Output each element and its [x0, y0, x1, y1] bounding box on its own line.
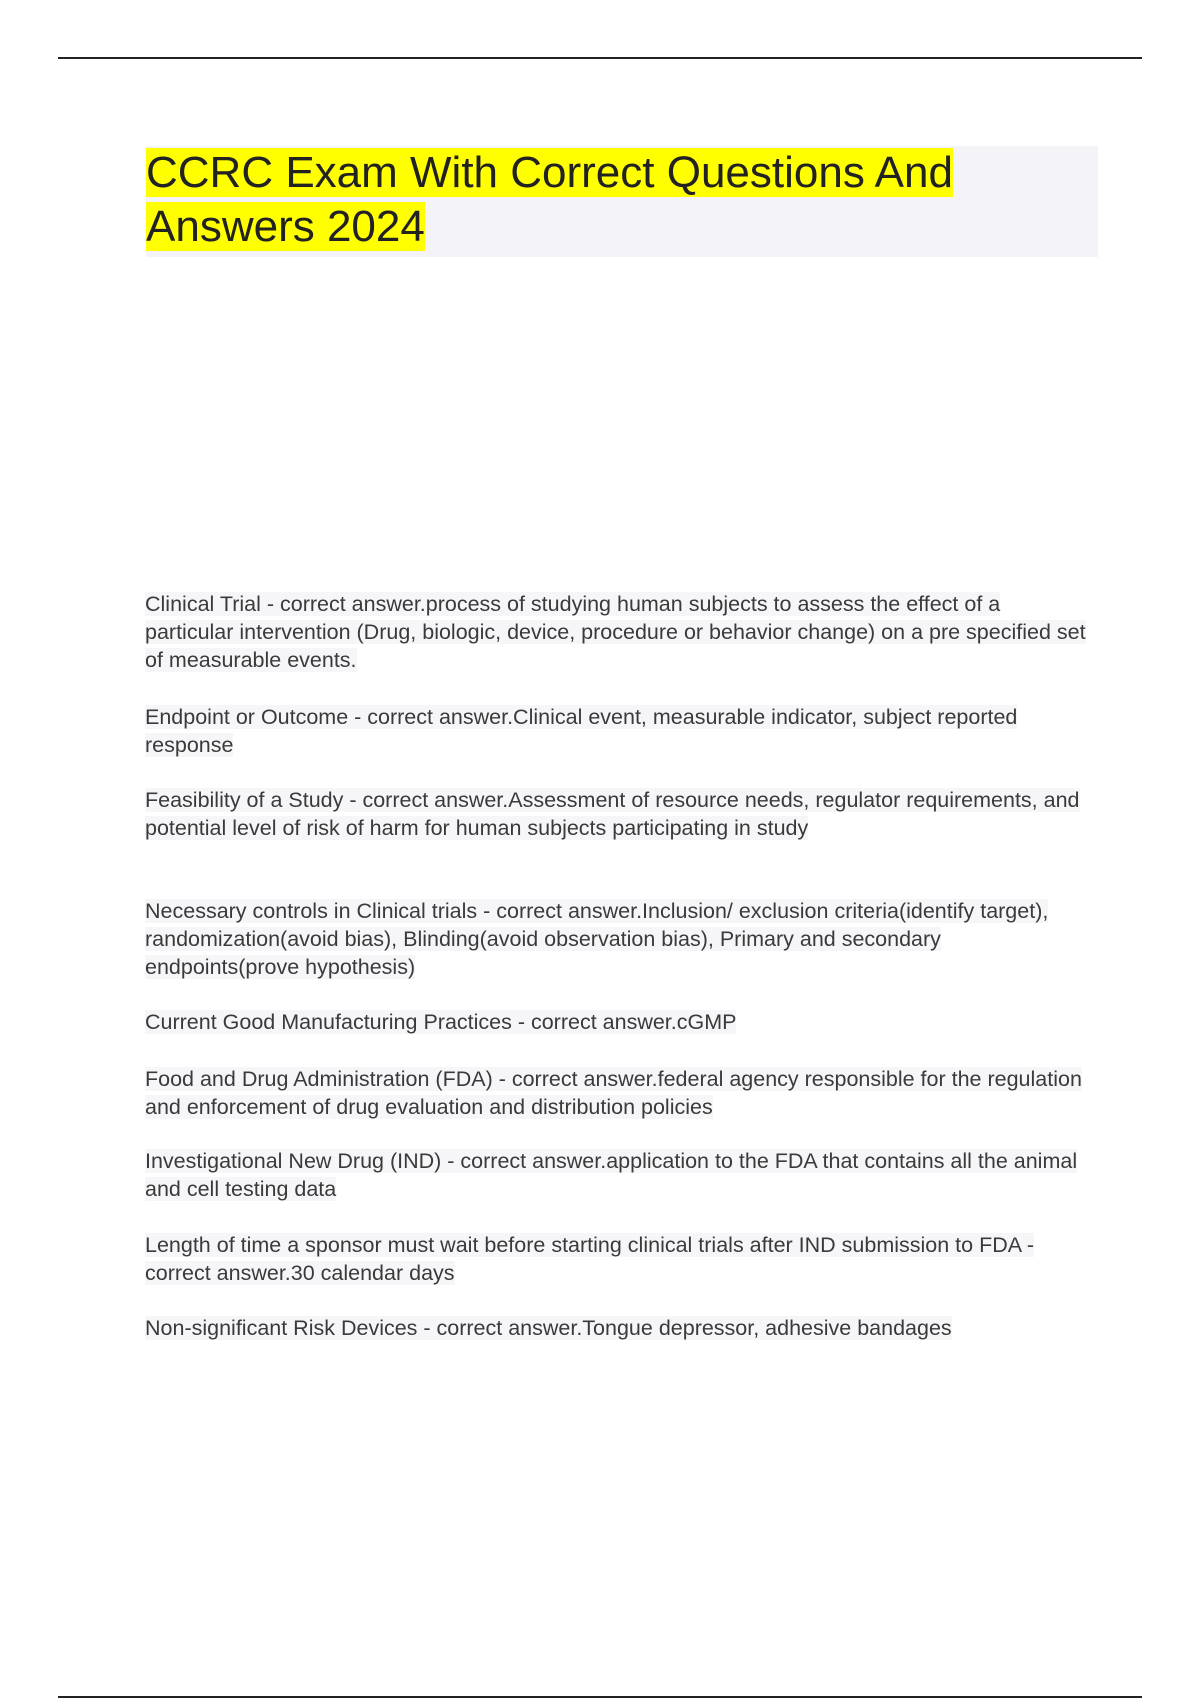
- qa-entry: [145, 897, 1090, 981]
- qa-entry-text: Current Good Manufacturing Practices - correct answer.cGMP: [145, 1010, 737, 1034]
- qa-entry-text: Feasibility of a Study - correct answer.Assessment of resource needs, regulator requirements, and potential level of risk of harm for human subjects participating in study: [145, 788, 1080, 840]
- qa-entry-text: Food and Drug Administration (FDA) - correct answer.federal agency responsible for the regulation and enforcement of drug evaluation and distribution policies: [145, 1067, 1082, 1119]
- qa-entry: [145, 786, 1090, 842]
- header-rule: [58, 57, 1142, 59]
- qa-entry: [145, 590, 1090, 674]
- document-title: [146, 146, 1046, 254]
- footer-rule: [58, 1696, 1142, 1698]
- qa-entry: [145, 1008, 1090, 1036]
- qa-entry-text: Investigational New Drug (IND) - correct answer.application to the FDA that contains all the animal and cell testing data: [145, 1149, 1078, 1201]
- qa-entry: [145, 703, 1090, 759]
- qa-entry: [145, 1065, 1090, 1121]
- qa-entry-text: Clinical Trial - correct answer.process of studying human subjects to assess the effect of a particular intervention (Drug, biologic, device, procedure or behavior change) on a pre specified set of measurable events.: [145, 592, 1086, 672]
- qa-entry: [145, 1147, 1090, 1203]
- qa-entry-text: Length of time a sponsor must wait before starting clinical trials after IND submission to FDA - correct answer.30 calendar days: [145, 1233, 1035, 1285]
- qa-entry-text: Endpoint or Outcome - correct answer.Clinical event, measurable indicator, subject reported response: [145, 705, 1018, 757]
- qa-entry: [145, 1314, 1090, 1342]
- qa-entry-text: Necessary controls in Clinical trials - correct answer.Inclusion/ exclusion criteria(identify target), randomization(avoid bias), Blinding(avoid observation bias), Primary and secondary endpoints(prove hypothesis): [145, 899, 1049, 979]
- qa-entry-text: Non-significant Risk Devices - correct answer.Tongue depressor, adhesive bandages: [145, 1316, 952, 1340]
- qa-entry: [145, 1231, 1090, 1287]
- document-title-text: CCRC Exam With Correct Questions And Answers 2024: [146, 148, 953, 251]
